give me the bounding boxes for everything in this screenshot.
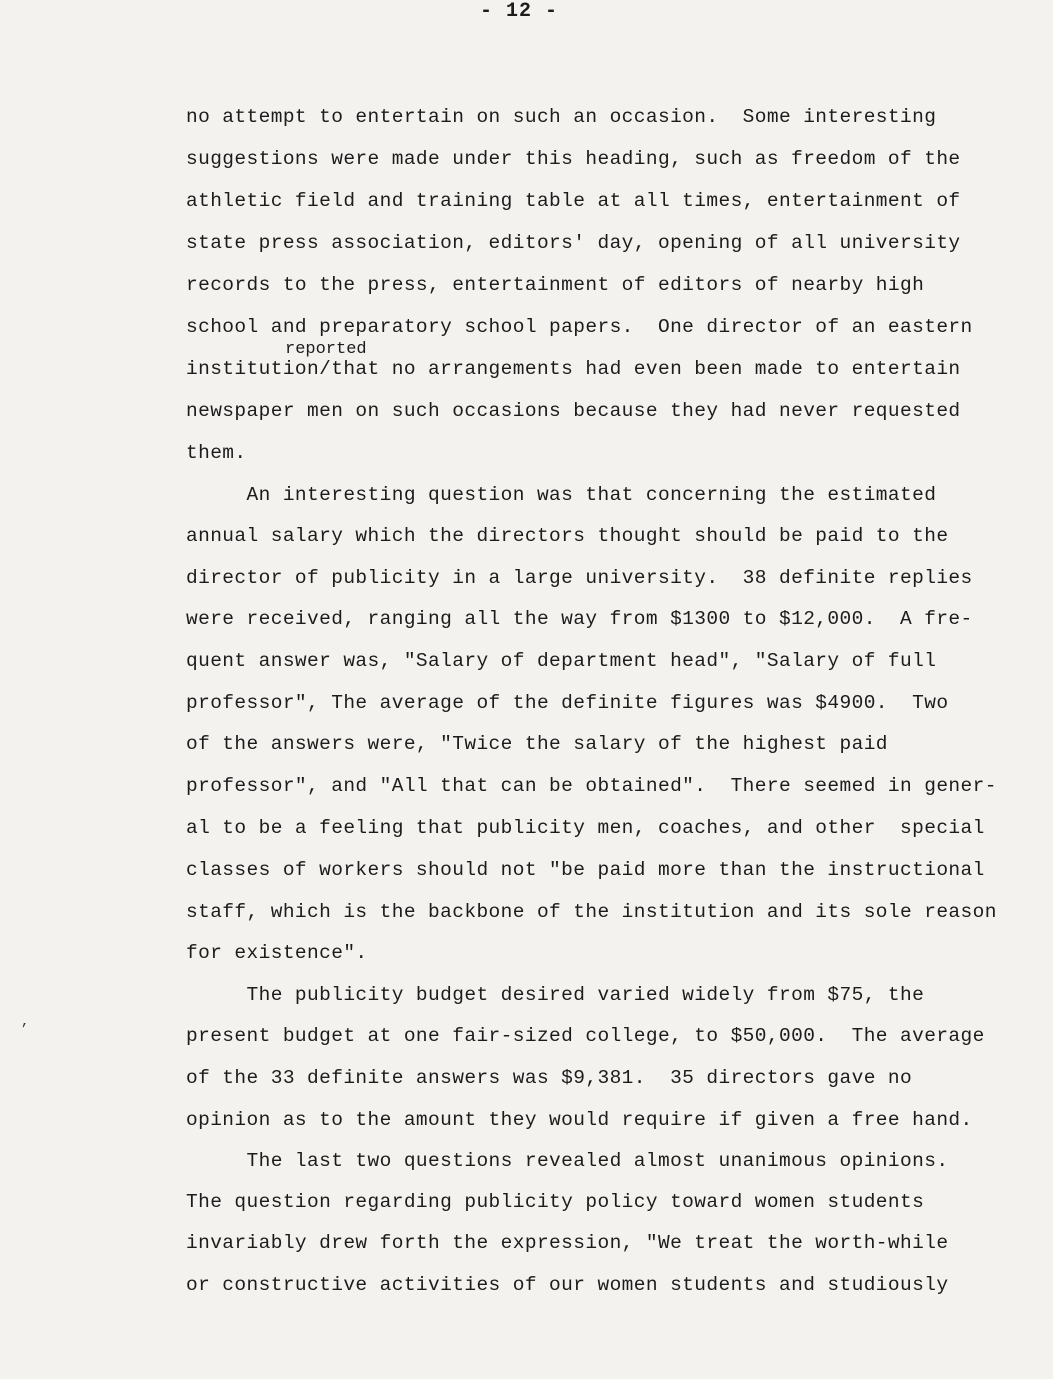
text-line: An interesting question was that concerning the estimated	[186, 484, 937, 506]
text-line: of the answers were, "Twice the salary of the highest paid	[186, 733, 888, 755]
text-line: present budget at one fair-sized college, to $50,000. The average	[186, 1025, 985, 1047]
text-line: invariably drew forth the expression, "We treat the worth-while	[186, 1232, 949, 1254]
text-line: newspaper men on such occasions because they had never requested	[186, 400, 961, 422]
text-line: al to be a feeling that publicity men, coaches, and other special	[186, 817, 985, 839]
text-line: The publicity budget desired varied widely from $75, the	[186, 984, 925, 1006]
text-line: opinion as to the amount they would require if given a free hand.	[186, 1109, 973, 1131]
interlinear-insertion: reported	[285, 340, 367, 359]
text-line: no attempt to entertain on such an occasion. Some interesting	[186, 106, 937, 128]
text-line: records to the press, entertainment of editors of nearby high	[186, 274, 925, 296]
margin-speck: ’	[20, 1022, 29, 1038]
text-line: director of publicity in a large university. 38 definite replies	[186, 567, 973, 589]
text-line: classes of workers should not "be paid more than the instructional	[186, 859, 985, 881]
text-line: athletic field and training table at all times, entertainment of	[186, 190, 961, 212]
text-line: professor", and "All that can be obtained". There seemed in gener-	[186, 775, 997, 797]
text-line: state press association, editors' day, opening of all university	[186, 232, 961, 254]
text-line: quent answer was, "Salary of department head", "Salary of full	[186, 650, 937, 672]
text-line: them.	[186, 442, 247, 464]
text-line: for existence".	[186, 942, 368, 964]
page-number: - 12 -	[480, 0, 559, 23]
text-line: professor", The average of the definite figures was $4900. Two	[186, 692, 949, 714]
text-line: school and preparatory school papers. One director of an eastern	[186, 316, 973, 338]
text-line: staff, which is the backbone of the institution and its sole reason	[186, 901, 997, 923]
text-line: were received, ranging all the way from $1300 to $12,000. A fre-	[186, 608, 973, 630]
text-line: of the 33 definite answers was $9,381. 35 directors gave no	[186, 1067, 913, 1089]
text-line: or constructive activities of our women students and studiously	[186, 1274, 949, 1296]
text-line: The question regarding publicity policy toward women students	[186, 1191, 925, 1213]
text-line: institution/that no arrangements had even been made to entertain	[186, 358, 961, 380]
text-line: suggestions were made under this heading, such as freedom of the	[186, 148, 961, 170]
text-line: annual salary which the directors thought should be paid to the	[186, 525, 949, 547]
text-line: The last two questions revealed almost unanimous opinions.	[186, 1150, 949, 1172]
